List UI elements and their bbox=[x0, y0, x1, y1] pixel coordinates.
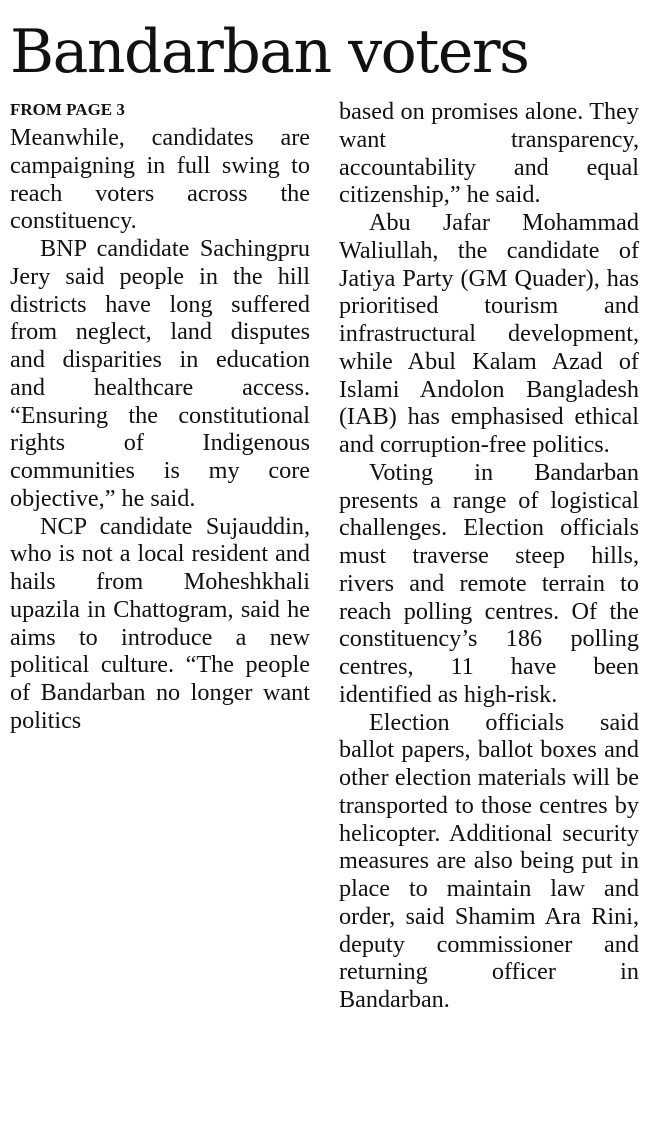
paragraph: Voting in Bandarban presents a range of logistical challenges. Election officials must traverse steep hills, rivers and remote terrain to reach polling centres. Of the constituency’s 186 polling centres, 11 have been identified as high-risk. bbox=[339, 458, 639, 708]
jump-label: FROM PAGE 3 bbox=[10, 100, 125, 119]
paragraph: NCP candidate Sujauddin, who is not a local resident and hails from Moheshkhali upazila in Chattogram, said he aims to introduce a new political culture. “The people of Bandarban no longer want politics bbox=[10, 512, 310, 734]
article-column-left bbox=[10, 124, 310, 735]
headline: Bandarban voters bbox=[10, 17, 529, 87]
paragraph: Election officials said ballot papers, ballot boxes and other election materials will be transported to those centres by helicopter. Additional security measures are also being put in place to maintain law and order, said Shamim Ara Rini, deputy commissioner and returning officer in Bandarban. bbox=[339, 708, 639, 1013]
paragraph: BNP candidate Sachingpru Jery said people in the hill districts have long suffered from neglect, land disputes and disparities in education and healthcare access. “Ensuring the constitutional rights of Indigenous communities is my core objective,” he said. bbox=[10, 235, 310, 512]
paragraph: Abu Jafar Mohammad Waliullah, the candidate of Jatiya Party (GM Quader), has prioritised tourism and infrastructural development, while Abul Kalam Azad of Islami Andolon Bangladesh (IAB) has emphasised ethical and corruption-free politics. bbox=[339, 209, 639, 458]
article-column-right bbox=[339, 98, 639, 1014]
paragraph: based on promises alone. They want transparency, accountability and equal citizenship,” he said. bbox=[339, 98, 639, 209]
paragraph: Meanwhile, candidates are campaigning in full swing to reach voters across the constituency. bbox=[10, 124, 310, 235]
